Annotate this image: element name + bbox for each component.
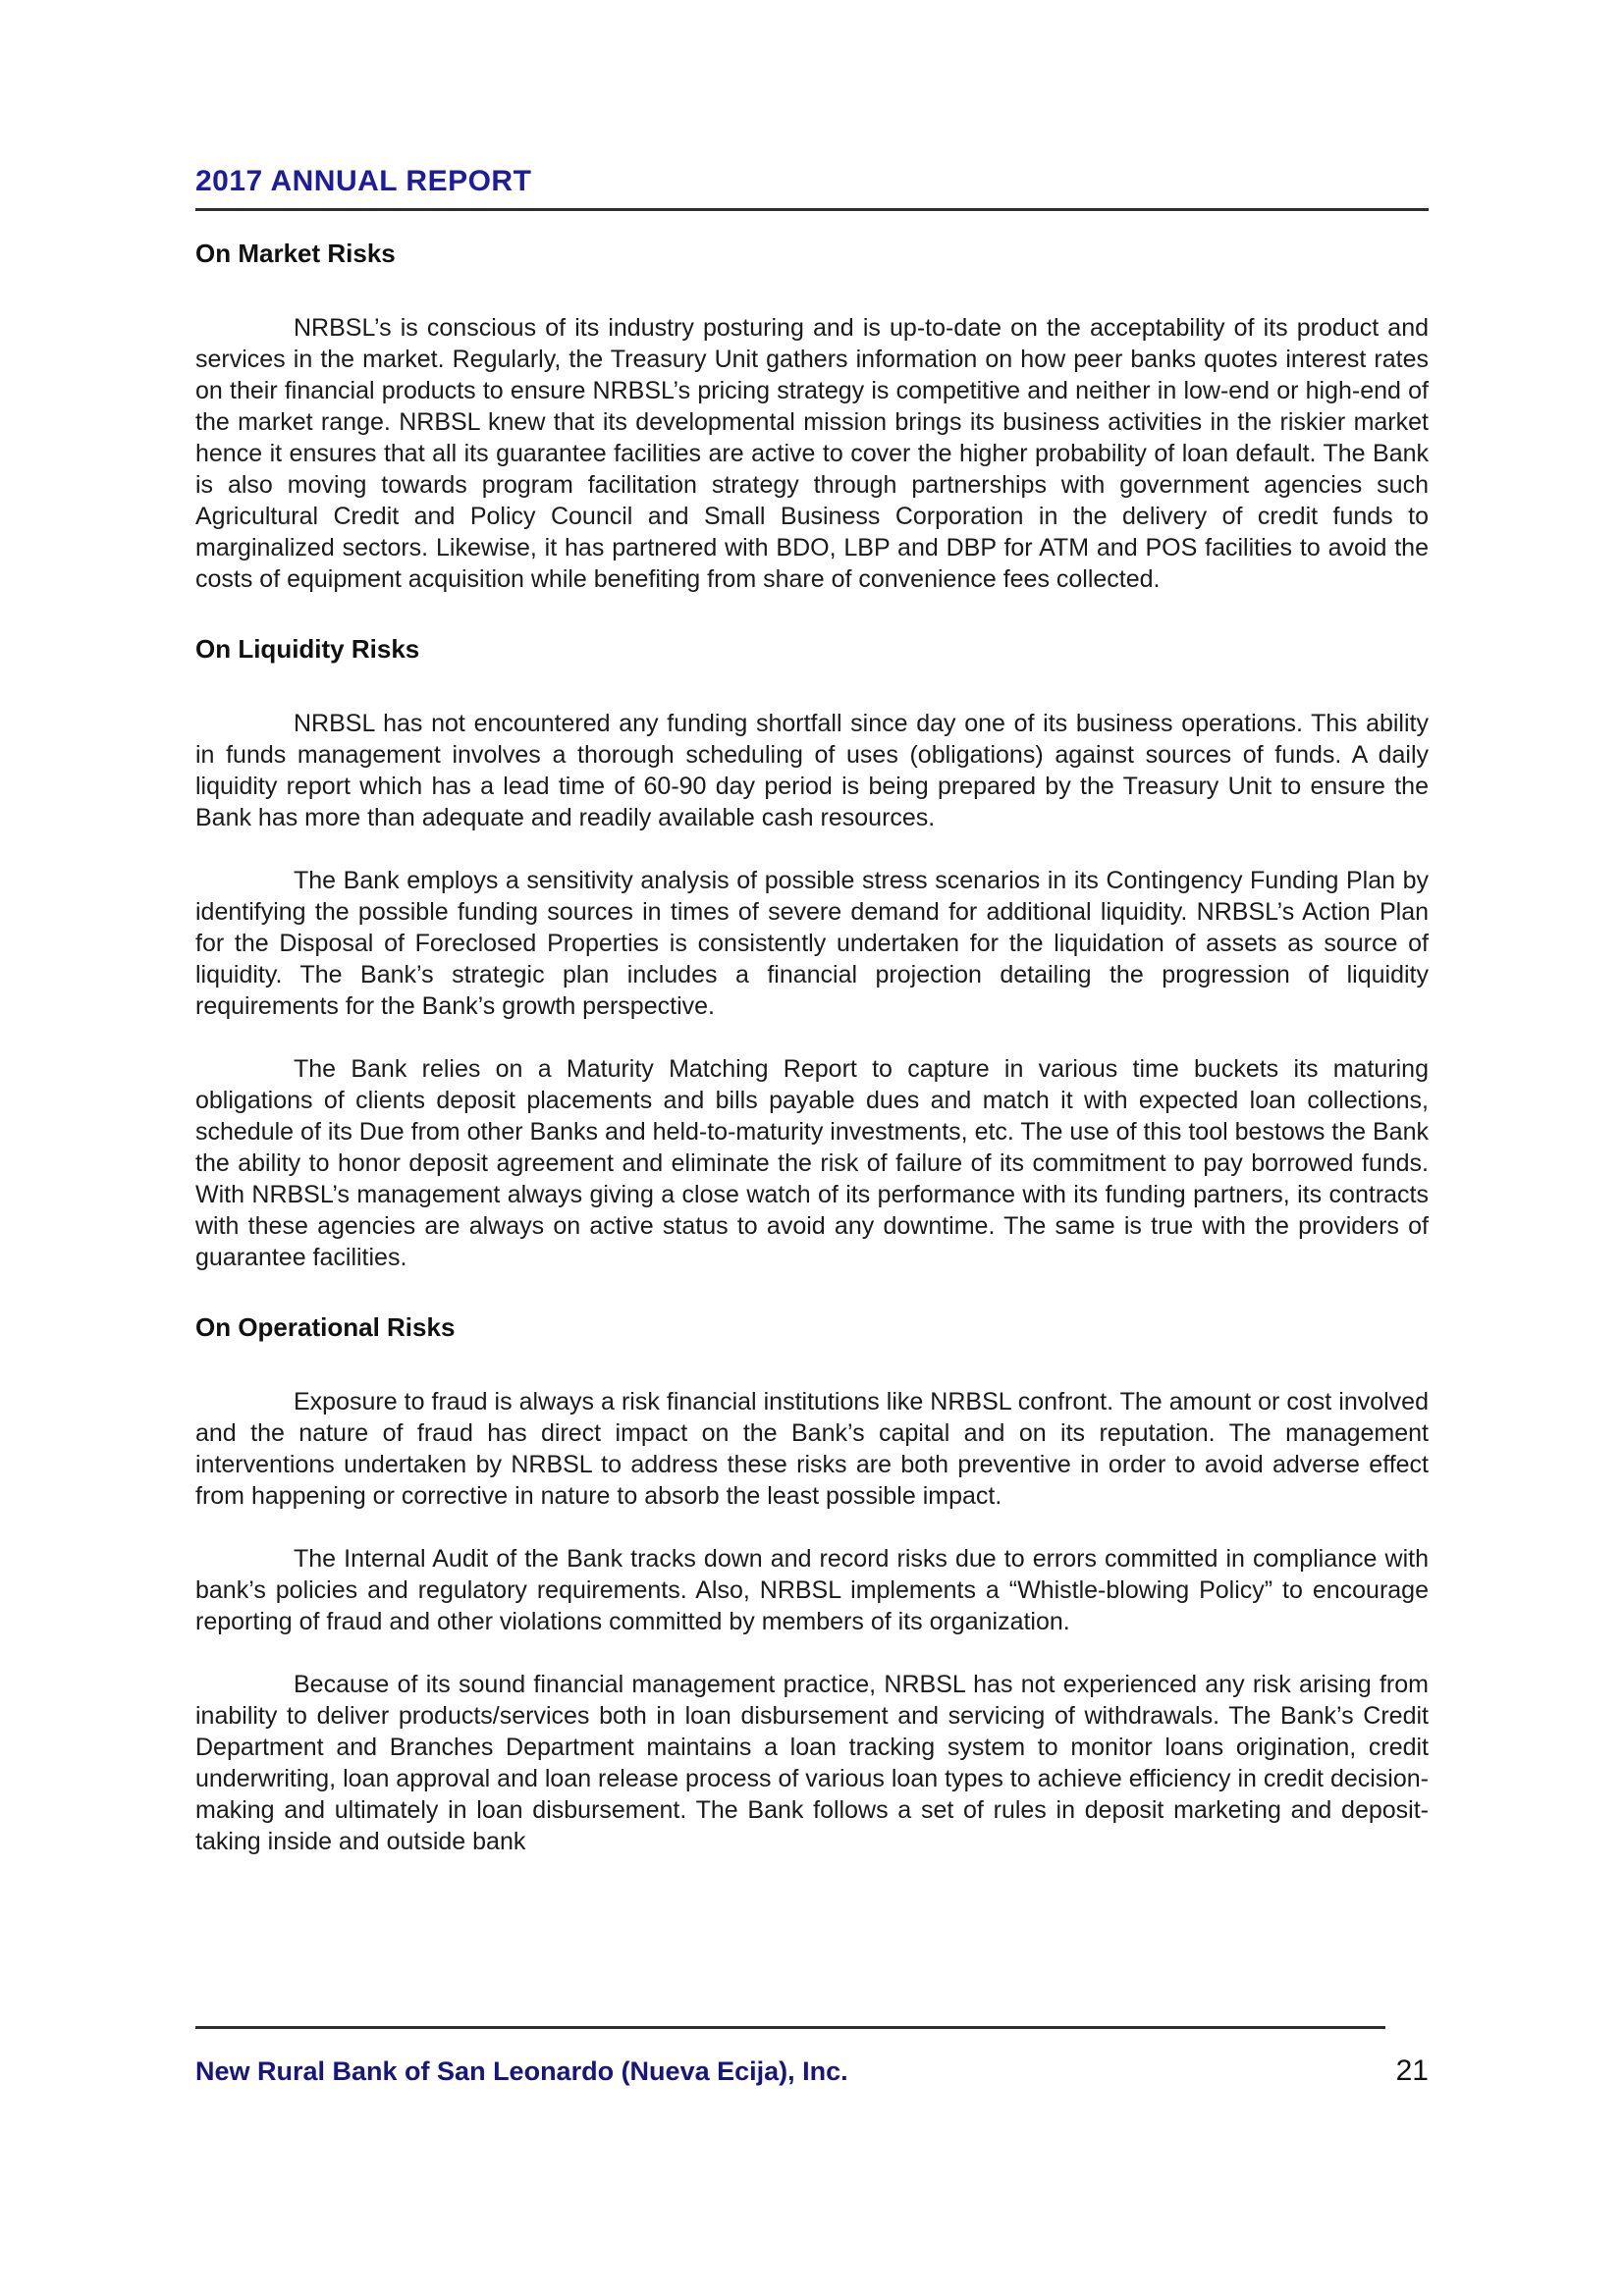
section-market-risks <box>195 239 1429 595</box>
section-heading-market-risks: On Market Risks <box>195 239 396 268</box>
page-header <box>195 165 1429 211</box>
section-heading-liquidity-risks: On Liquidity Risks <box>195 634 420 664</box>
paragraph: NRBSL’s is conscious of its industry posturing and is up-to-date on the acceptability of its product and services in the market. Regularly, the Treasury Unit gathers information on how peer banks quotes interest rates on their financial products to ensure NRBSL’s pricing strategy is competitive and neither in low-end or high-end of the market range. NRBSL knew that its developmental mission brings its business activities in the riskier market hence it ensures that all its guarantee facilities are active to cover the higher probability of loan default. The Bank is also moving towards program facilitation strategy through partnerships with government agencies such Agricultural Credit and Policy Council and Small Business Corporation in the delivery of credit funds to marginalized sectors. Likewise, it has partnered with BDO, LBP and DBP for ATM and POS facilities to avoid the costs of equipment acquisition while benefiting from share of convenience fees collected. <box>195 314 1429 593</box>
paragraph: The Internal Audit of the Bank tracks down and record risks due to errors committed in compliance with bank’s policies and regulatory requirements. Also, NRBSL implements a “Whistle-blowing Policy” to encourage reporting of fraud and other violations committed by members of its organization. <box>195 1545 1429 1635</box>
paragraph: Because of its sound financial management practice, NRBSL has not experienced any risk arising from inability to deliver products/services both in loan disbursement and servicing of withdrawals. The Bank’s Credit Department and Branches Department maintains a loan tracking system to monitor loans origination, credit underwriting, loan approval and loan release process of various loan types to achieve efficiency in credit decision-making and ultimately in loan disbursement. The Bank follows a set of rules in deposit marketing and deposit- taking inside and outside bank <box>195 1671 1429 1855</box>
page-footer <box>195 2026 1429 2088</box>
report-title: 2017 ANNUAL REPORT <box>195 165 532 197</box>
footer-bank-name: New Rural Bank of San Leonardo (Nueva Ecija), Inc. <box>195 2056 848 2086</box>
paragraph: Exposure to fraud is always a risk financial institutions like NRBSL confront. The amount or cost involved and the nature of fraud has direct impact on the Bank’s capital and on its reputation. The management interventions undertaken by NRBSL to address these risks are both preventive in order to avoid adverse effect from happening or corrective in nature to absorb the least possible impact. <box>195 1388 1429 1510</box>
section-heading-operational-risks: On Operational Risks <box>195 1312 456 1342</box>
section-operational-risks <box>195 1312 1429 1857</box>
paragraph: NRBSL has not encountered any funding shortfall since day one of its business operations. This ability in funds management involves a thorough scheduling of uses (obligations) against sources of funds. A daily liquidity report which has a lead time of 60-90 day period is being prepared by the Treasury Unit to ensure the Bank has more than adequate and readily available cash resources. <box>195 710 1429 831</box>
paragraph: The Bank employs a sensitivity analysis of possible stress scenarios in its Contingency Funding Plan by identifying the possible funding sources in times of severe demand for additional liquidity. NRBSL’s Action Plan for the Disposal of Foreclosed Properties is consistently undertaken for the liquidation of assets as source of liquidity. The Bank’s strategic plan includes a financial projection detailing the progression of liquidity requirements for the Bank’s growth perspective. <box>195 867 1429 1020</box>
page-content <box>195 165 1429 1889</box>
footer-page-number: 21 <box>1395 2055 1429 2087</box>
paragraph: The Bank relies on a Maturity Matching Report to capture in various time buckets its maturing obligations of clients deposit placements and bills payable dues and match it with expected loan collections, schedule of its Due from other Banks and held-to-maturity investments, etc. The use of this tool bestows the Bank the ability to honor deposit agreement and eliminate the risk of failure of its commitment to pay borrowed funds. With NRBSL’s management always giving a close watch of its performance with its funding partners, its contracts with these agencies are always on active status to avoid any downtime. The same is true with the providers of guarantee facilities. <box>195 1055 1429 1271</box>
header-divider <box>195 208 1429 211</box>
footer-divider <box>195 2026 1385 2029</box>
footer-row <box>195 2055 1429 2088</box>
section-liquidity-risks <box>195 634 1429 1273</box>
